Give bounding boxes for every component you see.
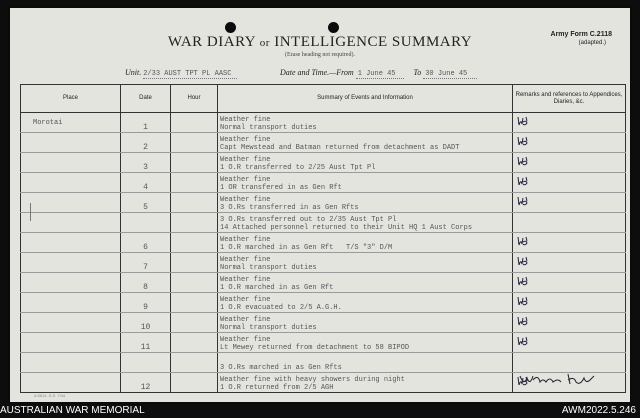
unit-line: Unit. 2/33 AUST TPT PL AASC (125, 68, 237, 79)
place-cell (21, 313, 121, 333)
date-cell (121, 213, 171, 233)
summary-cell: Weather fine Normal transport duties (218, 253, 513, 273)
hour-cell (171, 213, 218, 233)
summary-cell: 3 O.Rs transferred out to 2/35 Aust Tpt Pl 14 Attached personnel returned to their Unit HQ 1 Aust Corps (218, 213, 513, 233)
date-from-label: Date and Time.—From (280, 68, 354, 77)
initials-mark (517, 335, 529, 347)
date-cell: 2 (121, 133, 171, 153)
title-or: or (259, 37, 270, 49)
handwritten-signature (518, 370, 598, 392)
margin-bracket-mark (30, 203, 34, 221)
date-cell: 11 (121, 333, 171, 353)
date-cell: 9 (121, 293, 171, 313)
hour-cell (171, 373, 218, 393)
header-place: Place (21, 85, 121, 113)
initials-mark (517, 135, 529, 147)
diary-table (20, 84, 626, 393)
army-form-label (551, 31, 612, 47)
remarks-cell (513, 153, 626, 173)
place-cell (21, 253, 121, 273)
table-header-row (21, 85, 626, 113)
remarks-cell (513, 113, 626, 133)
date-cell: 5 (121, 193, 171, 213)
remarks-cell (513, 333, 626, 353)
initials-mark (517, 235, 529, 247)
table-row (21, 153, 626, 173)
punch-hole (328, 22, 339, 33)
hour-cell (171, 353, 218, 373)
hour-cell (171, 233, 218, 253)
hour-cell (171, 173, 218, 193)
initials-mark (517, 295, 529, 307)
diary-sheet (10, 8, 630, 402)
date-to-label: To (413, 68, 422, 77)
unit-value: 2/33 AUST TPT PL AASC (143, 70, 232, 78)
remarks-cell (513, 173, 626, 193)
initials-mark (517, 175, 529, 187)
remarks-cell (513, 253, 626, 273)
place-cell (21, 333, 121, 353)
title-intelligence-summary: INTELLIGENCE SUMMARY (274, 34, 473, 50)
place-cell (21, 153, 121, 173)
remarks-cell (513, 293, 626, 313)
table-row (21, 173, 626, 193)
place-cell (21, 233, 121, 253)
date-cell: 7 (121, 253, 171, 273)
hour-cell (171, 253, 218, 273)
place-cell (21, 133, 121, 153)
header-remarks: Remarks and references to Appendices, Diaries, &c. (513, 85, 626, 113)
table-body (21, 113, 626, 393)
initials-mark (517, 315, 529, 327)
summary-cell: Weather fine Lt Mewey returned from detachment to 58 BIPOD (218, 333, 513, 353)
table-row (21, 333, 626, 353)
archive-credit: AUSTRALIAN WAR MEMORIAL (0, 405, 145, 416)
table-row (21, 313, 626, 333)
page-title (10, 34, 630, 51)
date-cell: 3 (121, 153, 171, 173)
place-cell (21, 353, 121, 373)
place-cell (21, 213, 121, 233)
hour-cell (171, 313, 218, 333)
hour-cell (171, 273, 218, 293)
summary-cell: Weather fine Normal transport duties (218, 313, 513, 333)
summary-cell: Weather fine 1 O.R transferred to 2/25 Aust Tpt Pl (218, 153, 513, 173)
form-name: Army Form C.2118 (550, 31, 612, 38)
initials-mark (517, 115, 529, 127)
summary-cell: Weather fine Capt Mewstead and Batman returned from detachment as DADT (218, 133, 513, 153)
date-to-value: 30 June 45 (425, 70, 468, 78)
place-cell (21, 293, 121, 313)
table-row (21, 273, 626, 293)
initials-mark (517, 275, 529, 287)
hour-cell (171, 333, 218, 353)
remarks-cell (513, 133, 626, 153)
initials-mark (517, 155, 529, 167)
summary-cell: Weather fine Normal transport duties (218, 113, 513, 133)
printer-mark: A 8814. S.S. 7/44 (34, 393, 66, 398)
place-cell (21, 193, 121, 213)
table-row (21, 293, 626, 313)
place-cell (21, 373, 121, 393)
hour-cell (171, 293, 218, 313)
place-cell: Morotai (21, 113, 121, 133)
table-row (21, 253, 626, 273)
place-cell (21, 273, 121, 293)
title-note: (Erase heading not required). (285, 52, 355, 58)
table-row (21, 113, 626, 133)
hour-cell (171, 153, 218, 173)
punch-hole (225, 22, 236, 33)
remarks-cell (513, 233, 626, 253)
remarks-cell (513, 193, 626, 213)
unit-label: Unit (125, 68, 140, 77)
date-cell: 10 (121, 313, 171, 333)
table-row (21, 213, 626, 233)
header-hour: Hour (171, 85, 218, 113)
initials-mark (517, 255, 529, 267)
date-from-value: 1 June 45 (357, 70, 396, 78)
title-war-diary: WAR DIARY (167, 34, 256, 50)
summary-cell: Weather fine with heavy showers during night 1 O.R returned from 2/5 AGH (218, 373, 513, 393)
date-cell: 8 (121, 273, 171, 293)
summary-cell: Weather fine 3 O.Rs transferred in as Gen Rfts (218, 193, 513, 213)
header-date: Date (121, 85, 171, 113)
hour-cell (171, 113, 218, 133)
date-cell: 6 (121, 233, 171, 253)
date-cell: 1 (121, 113, 171, 133)
date-cell: 12 (121, 373, 171, 393)
remarks-cell (513, 213, 626, 233)
remarks-cell (513, 273, 626, 293)
summary-cell: Weather fine 1 O.R marched in as Gen Rft T/S "3" D/M (218, 233, 513, 253)
remarks-cell (513, 313, 626, 333)
date-cell: 4 (121, 173, 171, 193)
archive-reference: AWM2022.5.246 (561, 405, 636, 416)
hour-cell (171, 193, 218, 213)
date-range-line (280, 68, 477, 79)
table-row (21, 133, 626, 153)
summary-cell: Weather fine 1 O.R marched in as Gen Rft (218, 273, 513, 293)
summary-cell: Weather fine 1 OR transfered in as Gen Rft (218, 173, 513, 193)
initials-mark (517, 195, 529, 207)
form-note: (adapted.) (578, 40, 606, 46)
hour-cell (171, 133, 218, 153)
summary-cell: 3 O.Rs marched in as Gen Rfts (218, 353, 513, 373)
date-cell (121, 353, 171, 373)
place-cell (21, 173, 121, 193)
header-summary: Summary of Events and Information (218, 85, 513, 113)
table-row (21, 193, 626, 213)
table-row (21, 233, 626, 253)
summary-cell: Weather fine 1 O.R evacuated to 2/5 A.G.H. (218, 293, 513, 313)
